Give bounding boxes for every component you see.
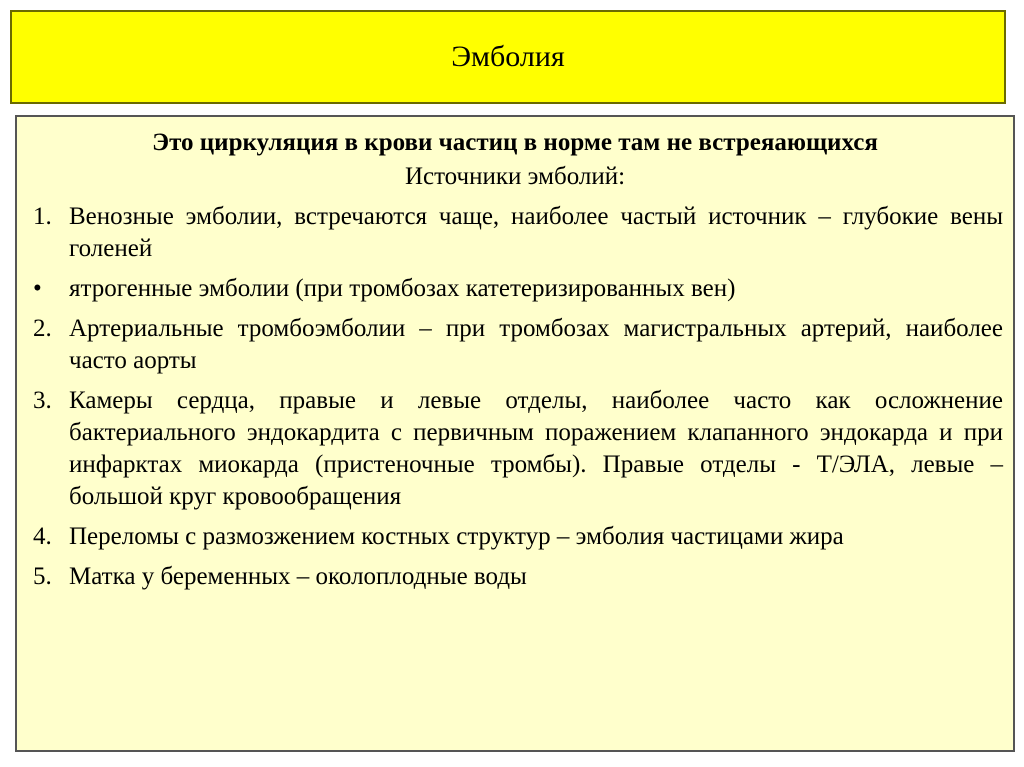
list-marker: 1. — [33, 203, 52, 230]
list-item-text: ятрогенные эмболии (при тромбозах катетеризированных вен) — [69, 275, 736, 302]
list-item — [27, 521, 1003, 553]
list-marker: 5. — [33, 563, 52, 590]
list-item — [27, 561, 1003, 593]
list-item — [27, 385, 1003, 513]
list-item-text: Венозные эмболии, встречаются чаще, наиболее частый источник – глубокие вены голеней — [69, 203, 1003, 262]
list-marker: 3. — [33, 387, 52, 414]
title-box — [10, 10, 1006, 104]
list-item-text: Матка у беременных – околоплодные воды — [69, 563, 527, 590]
content-box — [15, 115, 1015, 752]
list-marker: 4. — [33, 523, 52, 550]
list-item-text: Артериальные тромбоэмболии – при тромбозах магистральных артерий, наиболее часто аорты — [69, 315, 1003, 374]
list-item — [27, 201, 1003, 265]
list-marker: 2. — [33, 315, 52, 342]
definition-heading: Это циркуляция в крови частиц в норме там не встреяающихся — [152, 129, 878, 156]
bullet-icon: • — [33, 275, 42, 302]
slide-title: Эмболия — [451, 40, 565, 73]
sources-subheading: Источники эмболий: — [404, 163, 626, 190]
list-item — [27, 313, 1003, 377]
list-item-text: Переломы с размозжением костных структур – эмболия частицами жира — [69, 523, 844, 550]
list-item — [27, 273, 1003, 305]
list-item-text: Камеры сердца, правые и левые отделы, наиболее часто как осложнение бактериального эндокардита с первичным поражением клапанного эндокарда и при инфарктах миокарда (пристеночные тромбы). Правые отделы - Т/ЭЛА, левые – большой круг кровообращения — [69, 387, 1003, 510]
